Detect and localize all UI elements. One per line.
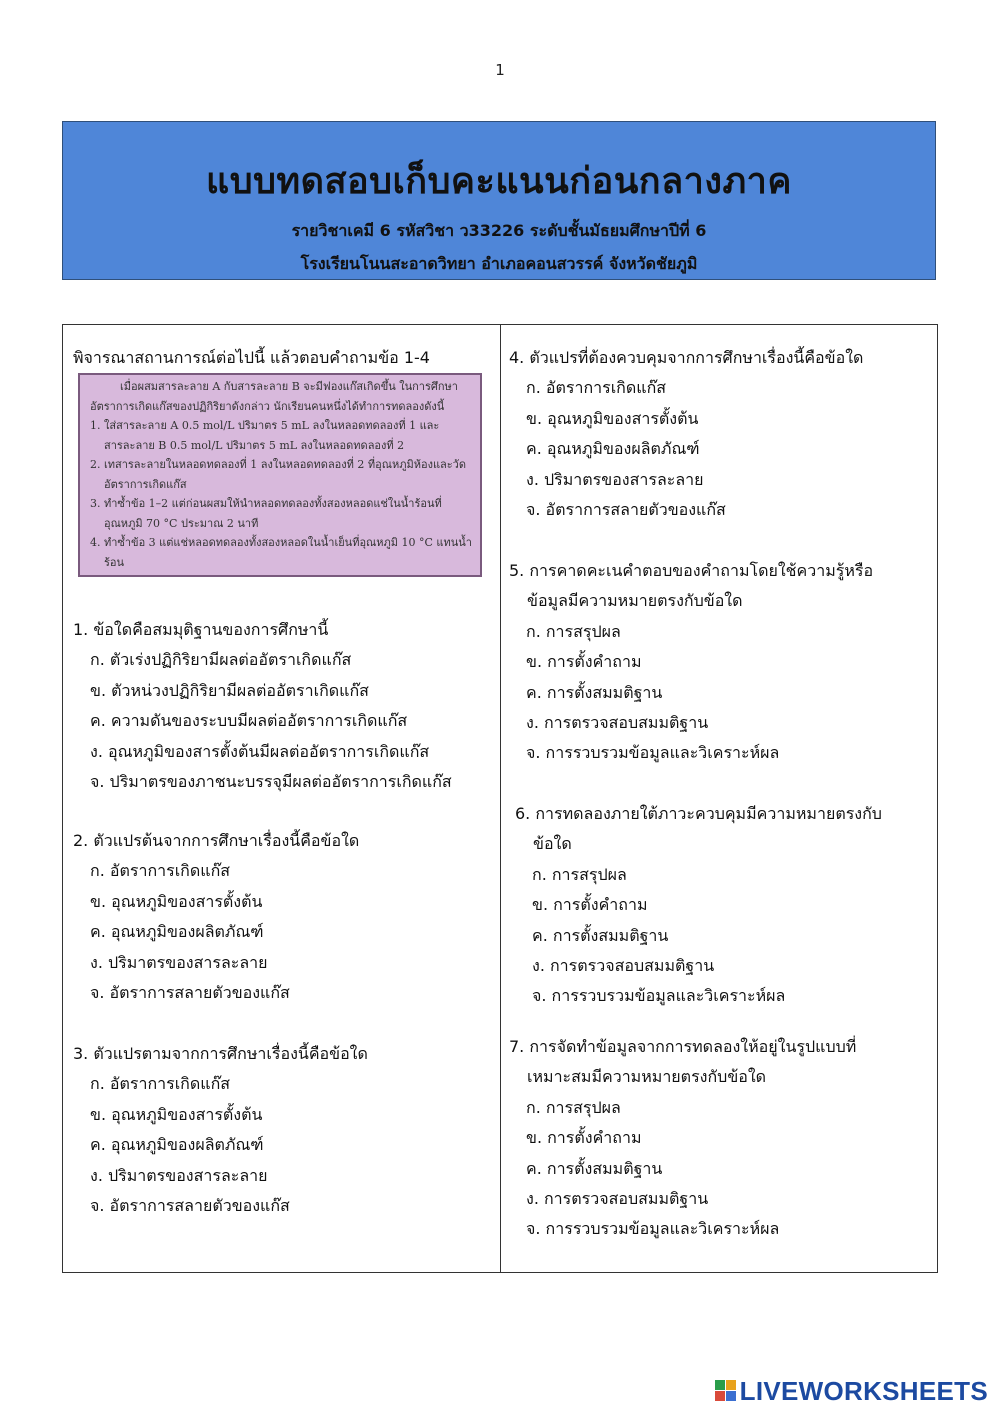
question-2 (73, 826, 359, 1008)
question-text: 3. ตัวแปรตามจากการศึกษาเรื่องนี้คือข้อใด (73, 1044, 368, 1063)
answer-option[interactable]: ค. การตั้งสมมติฐาน (526, 682, 663, 702)
answer-option[interactable]: ข. การตั้งคำถาม (532, 895, 648, 915)
answer-option[interactable]: ก. อัตราการเกิดแก๊ส (90, 1074, 231, 1094)
answer-option[interactable]: ก. อัตราการเกิดแก๊ส (526, 378, 667, 398)
question-7 (509, 1032, 856, 1245)
answer-option[interactable]: ก. อัตราการเกิดแก๊ส (90, 861, 231, 881)
answer-option[interactable]: ค. การตั้งสมมติฐาน (526, 1158, 663, 1178)
answer-option[interactable]: จ. อัตราการสลายตัวของแก๊ส (526, 500, 726, 520)
question-sheet (62, 324, 938, 1273)
page-title: แบบทดสอบเก็บคะแนนก่อนกลางภาค (206, 161, 792, 202)
question-6 (515, 799, 882, 1012)
answer-option[interactable]: ก. การสรุปผล (532, 864, 627, 884)
instructions: พิจารณาสถานการณ์ต่อไปนี้ แล้วตอบคำถามข้อ 1-4 (73, 348, 430, 367)
answer-option[interactable]: จ. การรวบรวมข้อมูลและวิเคราะห์ผล (526, 743, 780, 763)
answer-option[interactable]: ง. การตรวจสอบสมมติฐาน (526, 713, 709, 733)
question-5 (509, 556, 873, 769)
scenario-box (78, 373, 482, 577)
answer-option[interactable]: ค. ความดันของระบบมีผลต่ออัตราการเกิดแก๊ส (90, 711, 408, 731)
answer-option[interactable]: ข. อุณหภูมิของสารตั้งต้น (90, 1104, 263, 1124)
answer-option[interactable]: ข. อุณหภูมิของสารตั้งต้น (90, 891, 263, 911)
scenario-step: 3. ทำซ้ำข้อ 1–2 แต่ก่อนผสมให้นำหลอดทดลองทั้งสองหลอดแช่ในน้ำร้อนที่อุณหภูมิ 70 °C ประมาณ 2 นาที (90, 497, 442, 530)
question-text: ข้อใด (533, 834, 572, 854)
answer-option[interactable]: จ. การรวบรวมข้อมูลและวิเคราะห์ผล (532, 986, 786, 1006)
page-number: 1 (495, 61, 505, 79)
question-text: 4. ตัวแปรที่ต้องควบคุมจากการศึกษาเรื่องนี้คือข้อใด (509, 348, 864, 367)
answer-option[interactable]: ง. ปริมาตรของสารละลาย (526, 469, 704, 489)
answer-option[interactable]: ง. การตรวจสอบสมมติฐาน (526, 1189, 709, 1209)
answer-option[interactable]: ค. อุณหภูมิของผลิตภัณฑ์ (90, 922, 264, 942)
answer-option[interactable]: ค. การตั้งสมมติฐาน (532, 925, 669, 945)
column-divider (500, 325, 501, 1272)
question-4 (509, 343, 863, 525)
scenario-intro: เมื่อผสมสารละลาย A กับสารละลาย B จะมีฟองแก๊สเกิดขึ้น ในการศึกษาอัตราการเกิดแก๊สของปฏิกิริยาดังกล่าว นักเรียนคนหนึ่งได้ทำการทดลองดังนี้ (90, 380, 458, 413)
answer-option[interactable]: จ. ปริมาตรของภาชนะบรรจุมีผลต่ออัตราการเกิดแก๊ส (90, 772, 452, 792)
school-info: โรงเรียนโนนสะอาดวิทยา อำเภอคอนสวรรค์ จังหวัดชัยภูมิ (300, 254, 698, 273)
answer-option[interactable]: ก. การสรุปผล (526, 621, 621, 641)
question-text: 6. การทดลองภายใต้ภาวะควบคุมมีความหมายตรงกับ (515, 804, 882, 823)
question-text: 1. ข้อใดคือสมมุติฐานของการศึกษานี้ (73, 620, 329, 639)
answer-option[interactable]: ค. อุณหภูมิของผลิตภัณฑ์ (90, 1135, 264, 1155)
scenario-step: 1. ใส่สารละลาย A 0.5 mol/L ปริมาตร 5 mL ลงในหลอดทดลองที่ 1 และสารละลาย B 0.5 mol/L ปริมาตร 5 mL ลงในหลอดทดลองที่ 2 (90, 419, 440, 452)
liveworksheets-logo-icon (715, 1378, 737, 1404)
answer-option[interactable]: จ. การรวบรวมข้อมูลและวิเคราะห์ผล (526, 1219, 780, 1239)
answer-option[interactable]: ค. อุณหภูมิของผลิตภัณฑ์ (526, 439, 700, 459)
answer-option[interactable]: ง. อุณหภูมิของสารตั้งต้นมีผลต่ออัตราการเกิดแก๊ส (90, 741, 430, 761)
answer-option[interactable]: ข. อุณหภูมิของสารตั้งต้น (526, 408, 699, 428)
answer-option[interactable]: ข. ตัวหน่วงปฏิกิริยามีผลต่ออัตราเกิดแก๊ส (90, 680, 369, 700)
question-text: 2. ตัวแปรต้นจากการศึกษาเรื่องนี้คือข้อใด (73, 831, 360, 850)
question-1 (73, 615, 452, 797)
liveworksheets-brand[interactable] (715, 1372, 988, 1410)
answer-option[interactable]: ก. ตัวเร่งปฏิกิริยามีผลต่ออัตราเกิดแก๊ส (90, 650, 352, 670)
answer-option[interactable]: ง. ปริมาตรของสารละลาย (90, 952, 268, 972)
answer-option[interactable]: ง. ปริมาตรของสารละลาย (90, 1165, 268, 1185)
question-text: 7. การจัดทำข้อมูลจากการทดลองให้อยู่ในรูปแบบที่ (509, 1037, 857, 1056)
answer-option[interactable]: ข. การตั้งคำถาม (526, 1128, 642, 1148)
question-text: 5. การคาดคะเนคำตอบของคำถามโดยใช้ความรู้หรือ (509, 561, 874, 580)
question-3 (73, 1039, 368, 1221)
answer-option[interactable]: จ. อัตราการสลายตัวของแก๊ส (90, 1196, 290, 1216)
answer-option[interactable]: ก. การสรุปผล (526, 1097, 621, 1117)
scenario-step: 4. ทำซ้ำข้อ 3 แต่แช่หลอดทดลองทั้งสองหลอดในน้ำเย็นที่อุณหภูมิ 10 °C แทนน้ำร้อน (90, 536, 472, 569)
course-info: รายวิชาเคมี 6 รหัสวิชา ว33226 ระดับชั้นมัธยมศึกษาปีที่ 6 (291, 221, 707, 240)
answer-option[interactable]: ข. การตั้งคำถาม (526, 652, 642, 672)
brand-text: LIVEWORKSHEETS (739, 1375, 988, 1406)
question-text: ข้อมูลมีความหมายตรงกับข้อใด (527, 591, 743, 611)
question-text: เหมาะสมมีความหมายตรงกับข้อใด (527, 1067, 767, 1087)
answer-option[interactable]: ง. การตรวจสอบสมมติฐาน (532, 956, 715, 976)
scenario-step: 2. เทสารละลายในหลอดทดลองที่ 1 ลงในหลอดทดลองที่ 2 ที่อุณหภูมิห้องและวัดอัตราการเกิดแก๊ส (90, 458, 467, 491)
answer-option[interactable]: จ. อัตราการสลายตัวของแก๊ส (90, 983, 290, 1003)
header-banner (62, 121, 936, 280)
